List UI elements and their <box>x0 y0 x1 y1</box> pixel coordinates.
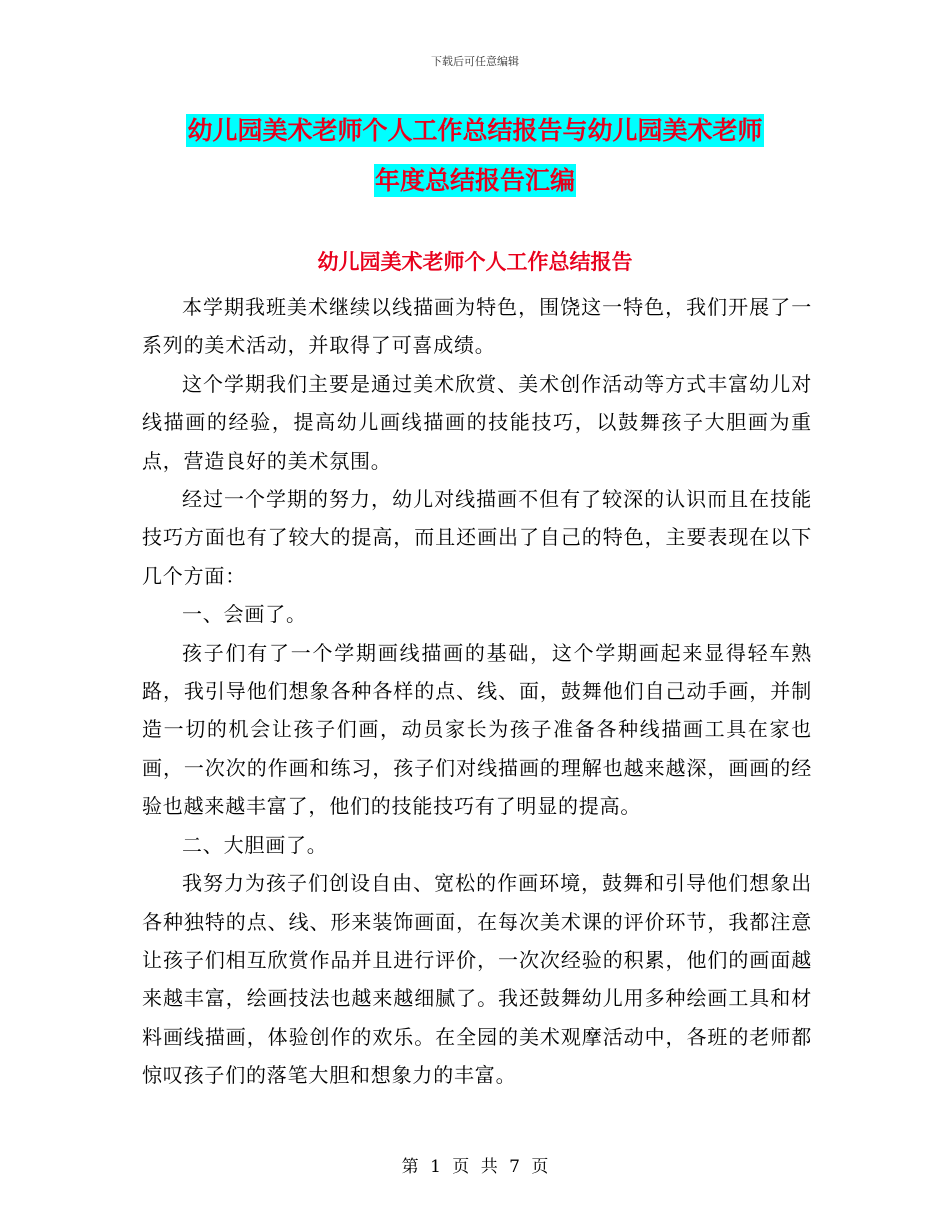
paragraph: 孩子们有了一个学期画线描画的基础，这个学期画起来显得轻车熟路，我引导他们想象各种各样的点、线、面，鼓舞他们自己动手画，并制造一切的机会让孩子们画，动员家长为孩子准备各种线描画工具在家也画，一次次的作画和练习，孩子们对线描画的理解也越来越深，画画的经验也越来越丰富了，他们的技能技巧有了明显的提高。 <box>142 640 812 819</box>
document-body <box>142 288 812 1095</box>
subheading: 一、会画了。 <box>182 602 307 627</box>
page-header: 下载后可任意编辑 <box>431 55 519 68</box>
paragraph: 经过一个学期的努力，幼儿对线描画不但有了较深的认识而且在技能技巧方面也有了较大的提高，而且还画出了自己的特色，主要表现在以下几个方面： <box>142 487 812 588</box>
title-line-1: 幼儿园美术老师个人工作总结报告与幼儿园美术老师 <box>187 116 763 145</box>
title-line-2: 年度总结报告汇编 <box>374 166 575 195</box>
subheading: 二、大胆画了。 <box>182 832 328 857</box>
paragraph: 本学期我班美术继续以线描画为特色，围饶这一特色，我们开展了一系列的美术活动，并取得了可喜成绩。 <box>142 295 812 358</box>
section-title: 幼儿园美术老师个人工作总结报告 <box>317 250 633 274</box>
document-title <box>0 106 950 206</box>
paragraph: 这个学期我们主要是通过美术欣赏、美术创作活动等方式丰富幼儿对线描画的经验，提高幼儿画线描画的技能技巧，以鼓舞孩子大胆画为重点，营造良好的美术氛围。 <box>142 371 812 473</box>
page-footer: 第 1 页 共 7 页 <box>401 1157 549 1177</box>
paragraph: 我努力为孩子们创设自由、宽松的作画环境，鼓舞和引导他们想象出各种独特的点、线、形来装饰画面，在每次美术课的评价环节，我都注意让孩子们相互欣赏作品并且进行评价，一次次经验的积累，他们的画面越来越丰富，绘画技法也越来越细腻了。我还鼓舞幼儿用多种绘画工具和材料画线描画，体验创作的欢乐。在全园的美术观摩活动中，各班的老师都惊叹孩子们的落笔大胆和想象力的丰富。 <box>142 871 812 1088</box>
